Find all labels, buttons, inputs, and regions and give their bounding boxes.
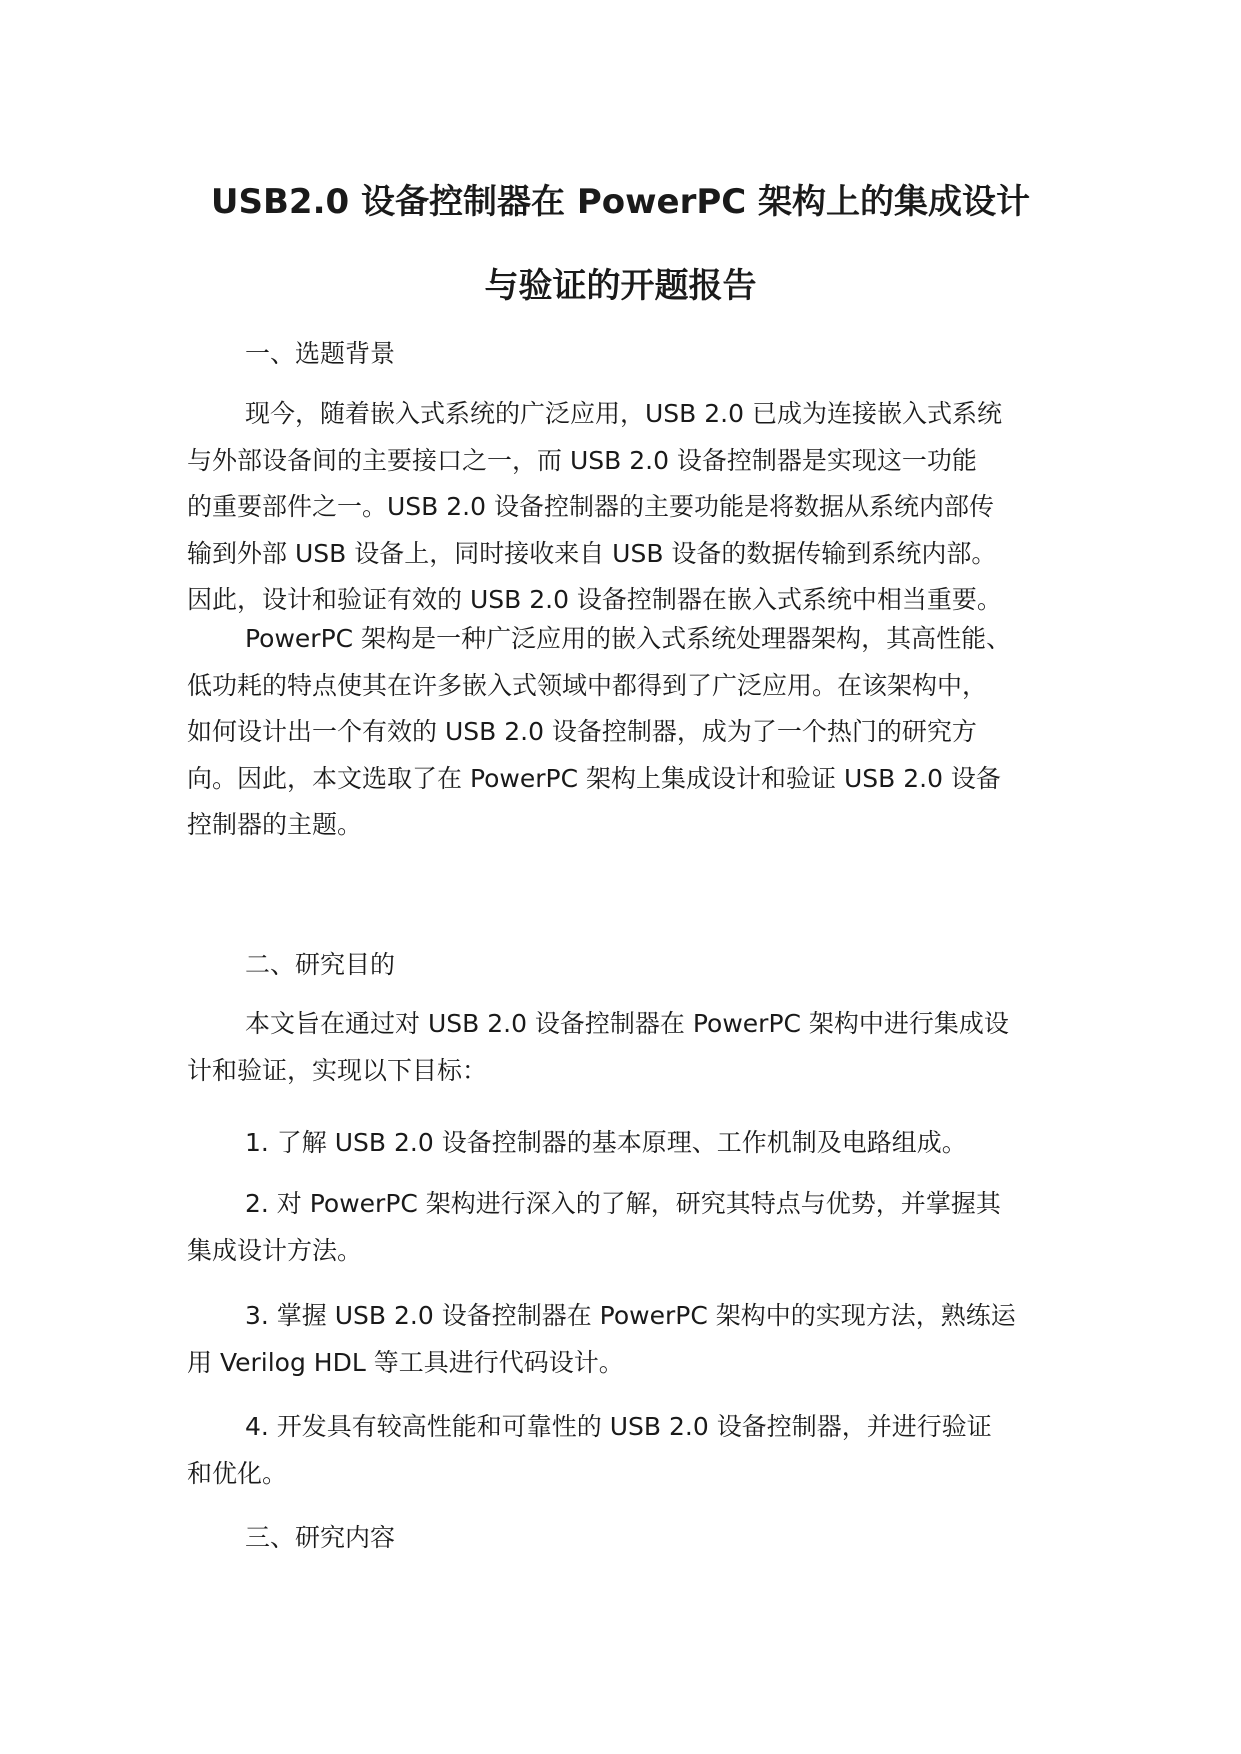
section-heading-content: 三、研究内容: [245, 1523, 396, 1552]
paragraph-line: 的重要部件之一。USB 2.0 设备控制器的主要功能是将数据从系统内部传: [187, 492, 994, 521]
paragraph-line: 低功耗的特点使其在许多嵌入式领域中都得到了广泛应用。在该架构中，: [187, 670, 988, 700]
paragraph-line: 现今，随着嵌入式系统的广泛应用，USB 2.0 已成为连接嵌入式系统: [245, 399, 1002, 428]
paragraph-line: 2. 对 PowerPC 架构进行深入的了解，研究其特点与优势，并掌握其: [245, 1189, 1001, 1218]
paragraph-line: 3. 掌握 USB 2.0 设备控制器在 PowerPC 架构中的实现方法，熟练运: [245, 1301, 1016, 1330]
paragraph-line: 向。因此，本文选取了在 PowerPC 架构上集成设计和验证 USB 2.0 设备: [187, 763, 1001, 793]
paragraph-background-1: [187, 391, 1075, 624]
paragraph-line: 计和验证，实现以下目标：: [187, 1055, 488, 1085]
paragraph-line: 如何设计出一个有效的 USB 2.0 设备控制器，成为了一个热门的研究方: [187, 717, 977, 746]
document-title-line-1: USB2.0 设备控制器在 PowerPC 架构上的集成设计: [210, 182, 1031, 222]
paragraph-line: 4. 开发具有较高性能和可靠性的 USB 2.0 设备控制器，并进行验证: [245, 1412, 992, 1441]
section-heading-purpose: 二、研究目的: [245, 950, 396, 979]
paragraph-line: 和优化。: [187, 1458, 288, 1488]
paragraph-line: 本文旨在通过对 USB 2.0 设备控制器在 PowerPC 架构中进行集成设: [245, 1009, 1009, 1038]
paragraph-line: 用 Verilog HDL 等工具进行代码设计。: [187, 1347, 624, 1377]
paragraph-line: 输到外部 USB 设备上，同时接收来自 USB 设备的数据传输到系统内部。: [187, 538, 997, 568]
list-item-2: [187, 1181, 1075, 1274]
list-item-4: [187, 1404, 1075, 1497]
list-item-1: [187, 1120, 1075, 1167]
paragraph-line: 控制器的主题。: [187, 810, 363, 839]
list-item-3: [187, 1293, 1075, 1386]
section-heading-background: 一、选题背景: [245, 339, 396, 368]
paragraph-line: PowerPC 架构是一种广泛应用的嵌入式系统处理器架构，其高性能、: [245, 624, 1012, 653]
paragraph-purpose-intro: [187, 1001, 1075, 1094]
paragraph-line: 集成设计方法。: [187, 1235, 363, 1265]
paragraph-line: 因此，设计和验证有效的 USB 2.0 设备控制器在嵌入式系统中相当重要。: [187, 585, 1002, 614]
document-title-line-2: 与验证的开题报告: [484, 266, 757, 306]
paragraph-background-2: [187, 616, 1075, 849]
paragraph-line: 与外部设备间的主要接口之一，而 USB 2.0 设备控制器是实现这一功能: [187, 445, 977, 475]
paragraph-line: 1. 了解 USB 2.0 设备控制器的基本原理、工作机制及电路组成。: [245, 1128, 967, 1157]
